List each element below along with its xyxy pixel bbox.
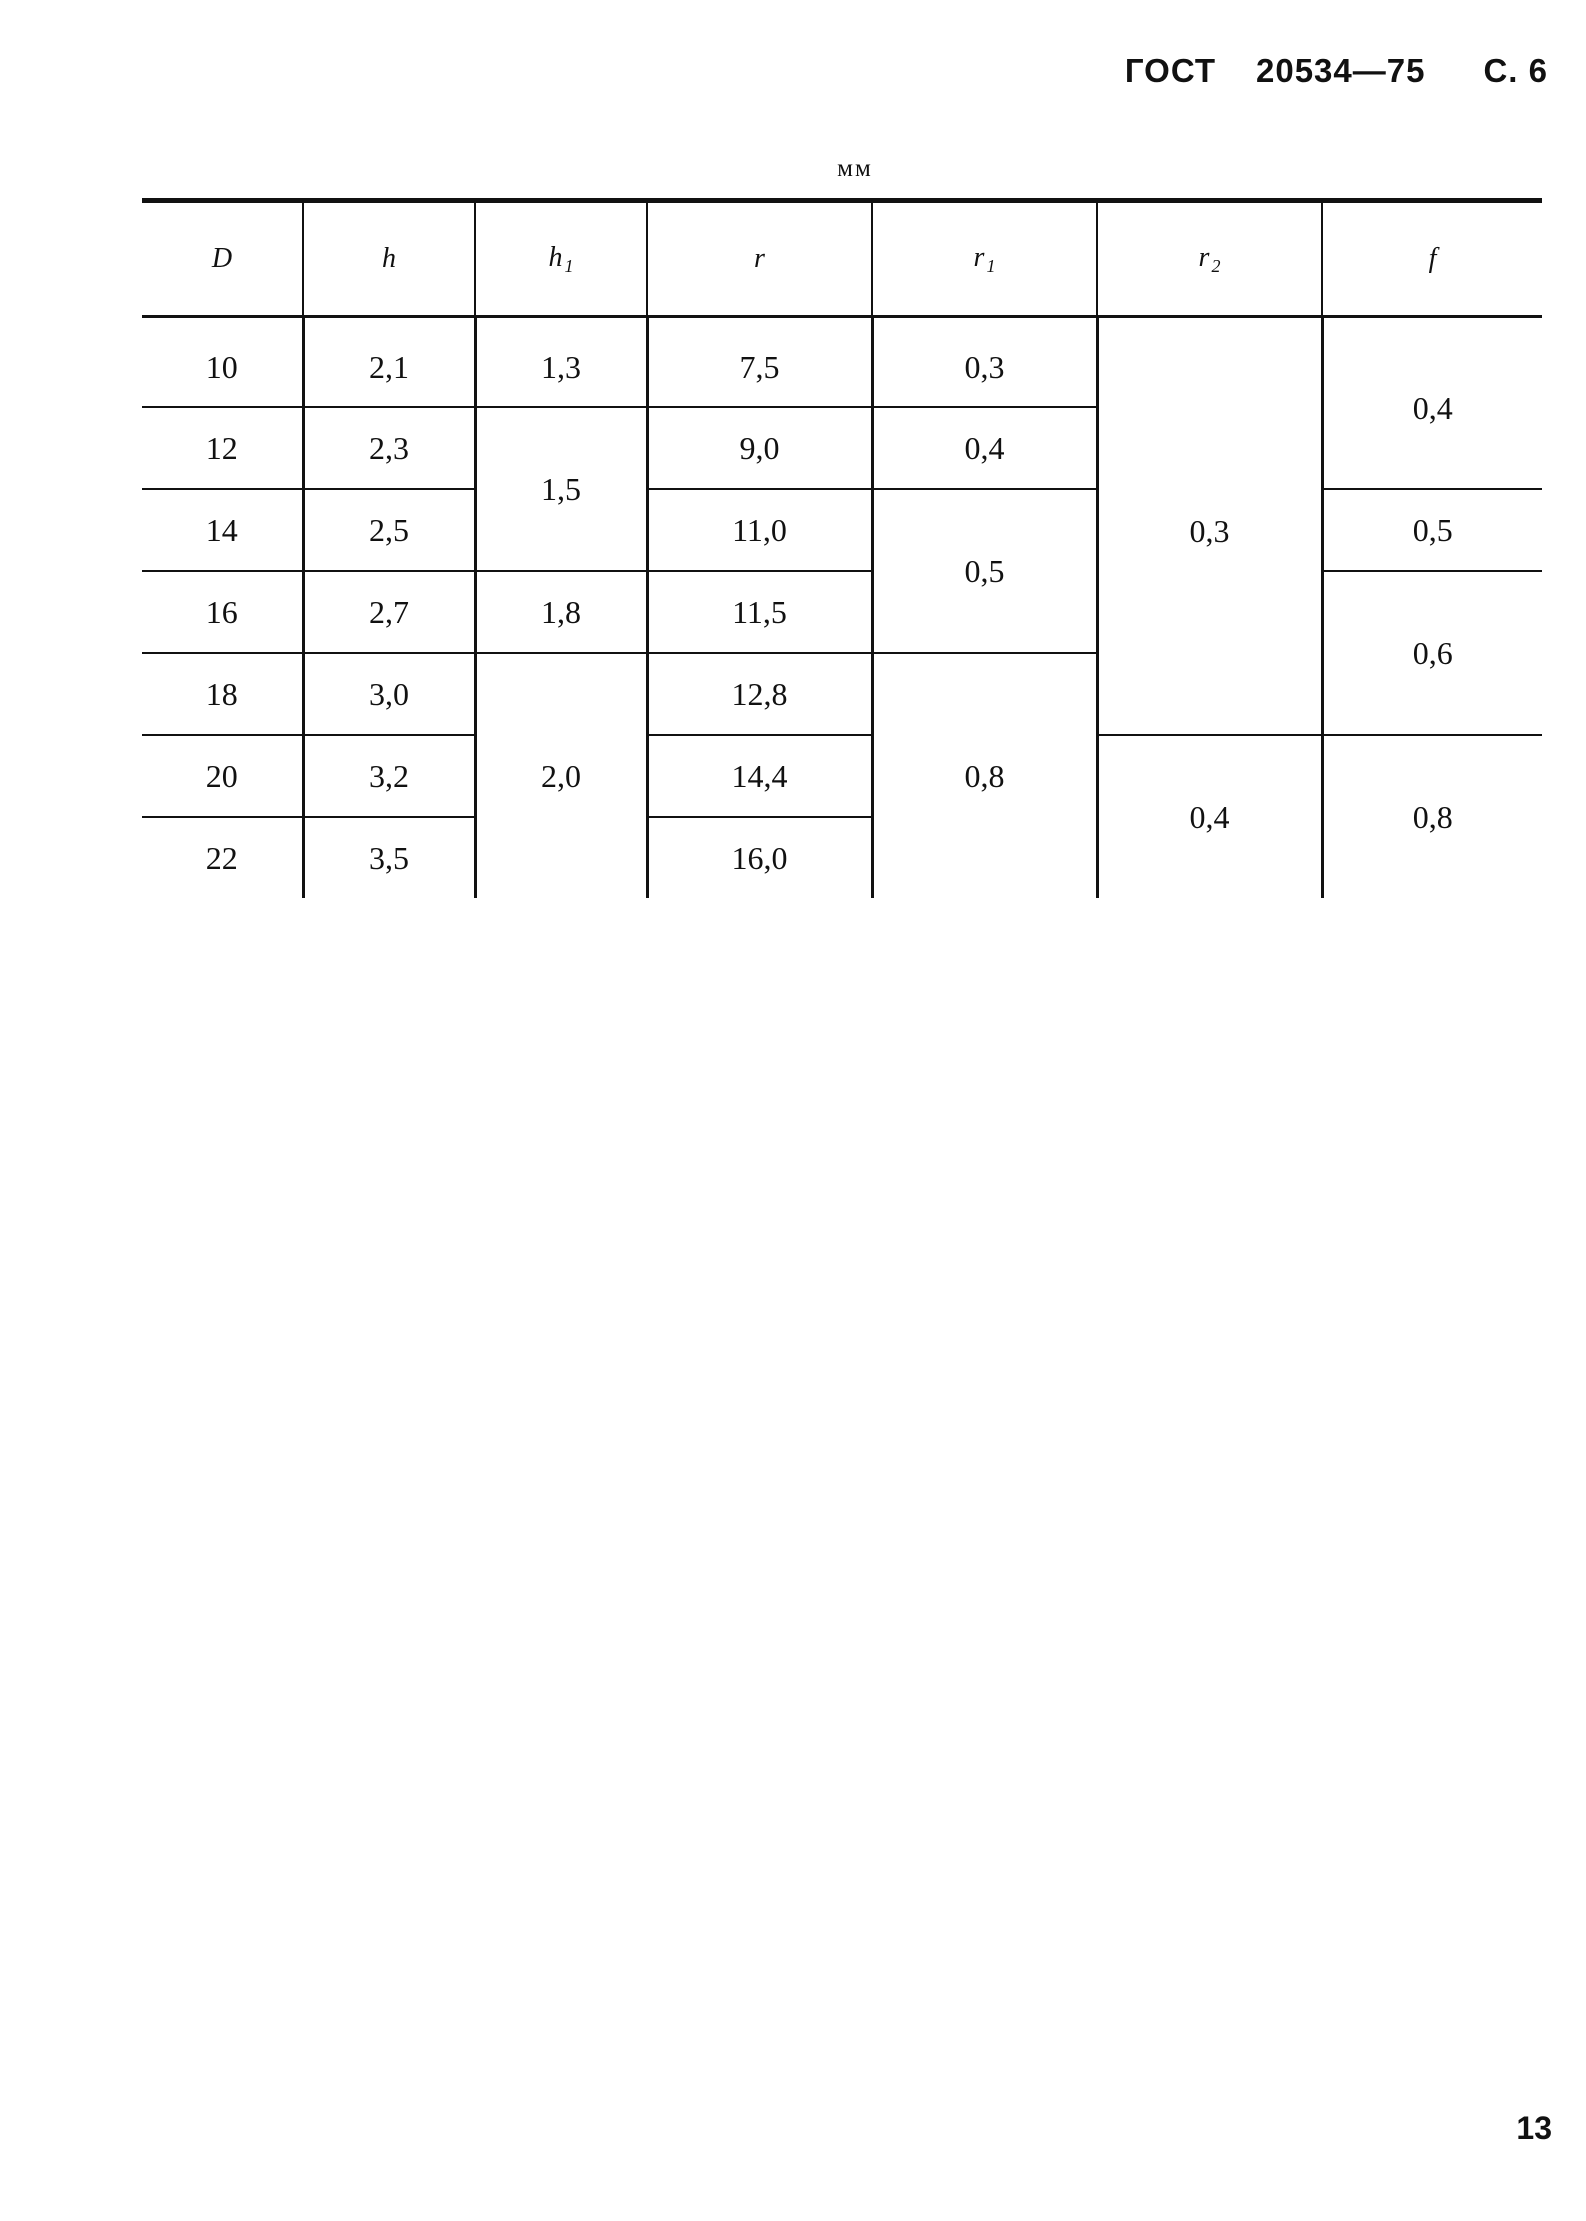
- cell-r1: 0,5: [872, 489, 1097, 653]
- table-header-row: [142, 201, 1542, 317]
- cell-h: 2,5: [303, 489, 475, 571]
- cell-h1: 1,5: [475, 407, 647, 571]
- header-f: f: [1322, 201, 1542, 317]
- page-number: 13: [1516, 2110, 1552, 2146]
- sheet-number: С. 6: [1483, 52, 1548, 89]
- cell-r: 11,0: [647, 489, 872, 571]
- cell-r1: 0,4: [872, 407, 1097, 489]
- cell-h1: 1,8: [475, 571, 647, 653]
- header-r1: r $_1$: [872, 201, 1097, 317]
- header-r2: r $_2$: [1097, 201, 1322, 317]
- cell-r2: 0,4: [1097, 735, 1322, 898]
- header-h1: h $_1$: [475, 201, 647, 317]
- cell-r1: 0,3: [872, 317, 1097, 408]
- cell-h: 2,1: [303, 317, 475, 408]
- cell-h: 2,3: [303, 407, 475, 489]
- cell-h: 3,2: [303, 735, 475, 817]
- cell-r: 16,0: [647, 817, 872, 898]
- cell-r: 9,0: [647, 407, 872, 489]
- cell-f: 0,4: [1322, 317, 1542, 490]
- table-row: [142, 489, 1542, 571]
- cell-D: 10: [142, 317, 303, 408]
- page-header: [1125, 52, 1548, 90]
- cell-r: 7,5: [647, 317, 872, 408]
- cell-h: 3,5: [303, 817, 475, 898]
- cell-h1: 1,3: [475, 317, 647, 408]
- cell-D: 20: [142, 735, 303, 817]
- cell-h1: 2,0: [475, 653, 647, 898]
- cell-D: 14: [142, 489, 303, 571]
- cell-f: 0,6: [1322, 571, 1542, 735]
- cell-h: 2,7: [303, 571, 475, 653]
- table-row: [142, 317, 1542, 408]
- cell-r: 12,8: [647, 653, 872, 735]
- cell-D: 22: [205, 839, 238, 876]
- cell-D: 18: [142, 653, 303, 735]
- header-h: h: [303, 201, 475, 317]
- cell-D: 16: [142, 571, 303, 653]
- cell-r1: 0,8: [872, 653, 1097, 898]
- standard-number: 20534—75: [1255, 52, 1426, 89]
- units-label: мм: [837, 155, 873, 182]
- dimensions-table: [142, 198, 1542, 898]
- cell-r2: 0,3: [1097, 317, 1322, 736]
- cell-r: 14,4: [647, 735, 872, 817]
- table-row: [142, 571, 1542, 653]
- cell-h: 3,0: [303, 653, 475, 735]
- header-r: r: [647, 201, 872, 317]
- header-D: D: [211, 243, 233, 274]
- cell-f: 0,8: [1322, 735, 1542, 898]
- cell-f: 0,5: [1322, 489, 1542, 571]
- cell-D: 12: [142, 407, 303, 489]
- table-row: [142, 735, 1542, 817]
- standard-label: ГОСТ: [1124, 52, 1216, 89]
- cell-r: 11,5: [647, 571, 872, 653]
